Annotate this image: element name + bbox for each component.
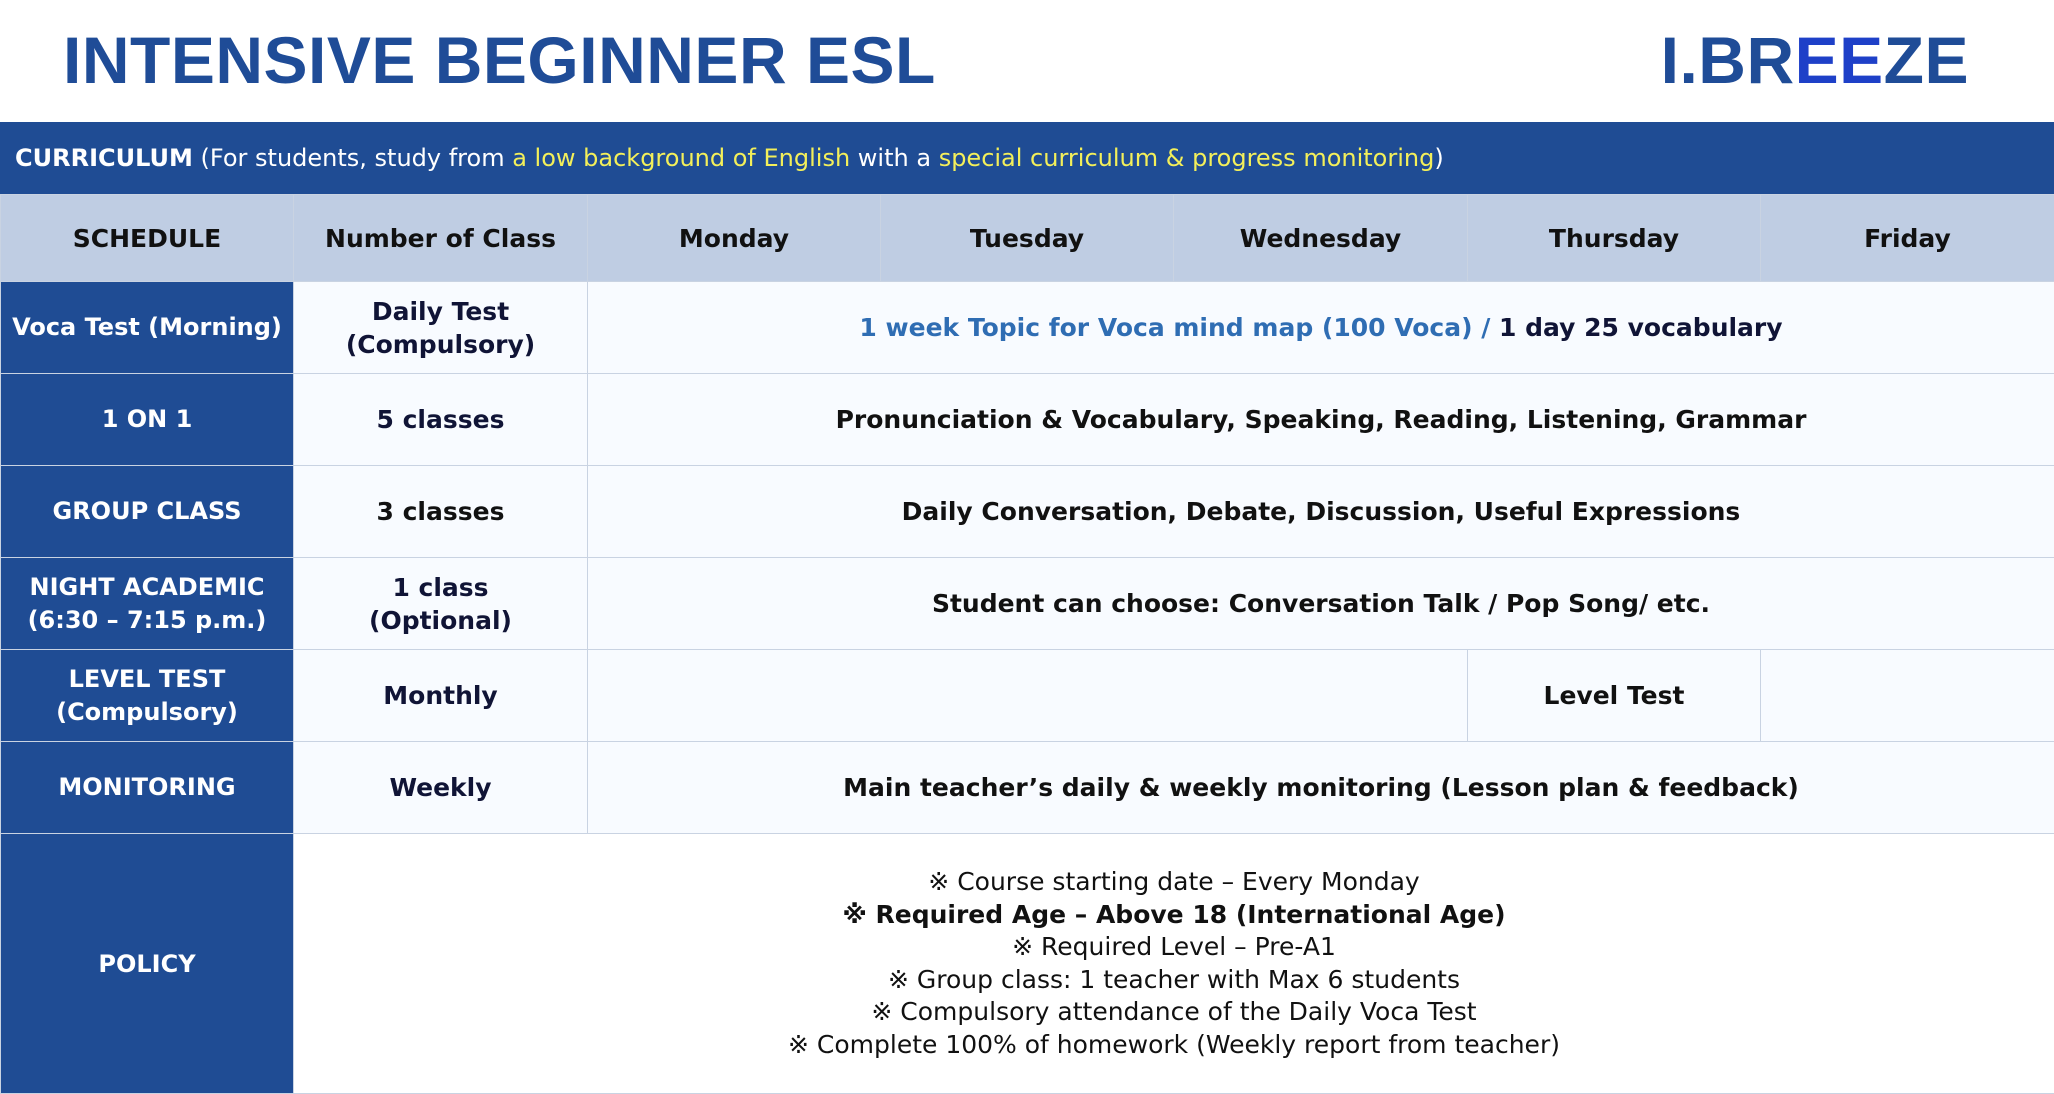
voca-test-frequency [294, 282, 588, 374]
group-class-classes: 3 classes [294, 466, 588, 558]
policy-item: ※ Compulsory attendance of the Daily Voca Test [300, 996, 2048, 1029]
policy-item: ※ Required Age – Above 18 (International Age) [300, 899, 2048, 932]
night-academic-content: Student can choose: Conversation Talk / Pop Song/ etc. [588, 558, 2054, 650]
curriculum-bar [0, 122, 2054, 194]
policy-item: ※ Complete 100% of homework (Weekly report from teacher) [300, 1029, 2048, 1062]
curriculum-text-1: (For students, study from [193, 144, 512, 172]
column-header-row [1, 195, 2054, 282]
row-label-night-academic [1, 558, 294, 650]
table-row-group-class [1, 466, 2054, 558]
brand-suffix: ZE [1884, 23, 1969, 97]
curriculum-highlight-2: special curriculum & progress monitoring [939, 144, 1435, 172]
night-label-line2: (6:30 – 7:15 p.m.) [28, 606, 267, 634]
night-number-line2: (Optional) [369, 606, 512, 635]
level-test-friday [1761, 650, 2054, 742]
page-title: INTENSIVE BEGINNER ESL [63, 22, 936, 98]
row-label-group-class: GROUP CLASS [1, 466, 294, 558]
voca-number-line1: Daily Test [372, 297, 509, 326]
policy-item: ※ Required Level – Pre-A1 [300, 931, 2048, 964]
voca-test-content [588, 282, 2054, 374]
curriculum-label: CURRICULUM [15, 144, 193, 172]
col-tuesday: Tuesday [881, 195, 1174, 282]
night-number-line1: 1 class [392, 573, 488, 602]
table-row-one-on-one [1, 374, 2054, 466]
curriculum-text-2: with a [850, 144, 939, 172]
col-thursday: Thursday [1468, 195, 1761, 282]
policy-item: ※ Group class: 1 teacher with Max 6 students [300, 964, 2048, 997]
table-row-voca-test [1, 282, 2054, 374]
voca-content-blue: 1 week Topic for Voca mind map (100 Voca) / [859, 313, 1499, 342]
policy-list [294, 834, 2054, 1094]
curriculum-highlight-1: a low background of English [512, 144, 850, 172]
one-on-one-content: Pronunciation & Vocabulary, Speaking, Reading, Listening, Grammar [588, 374, 2054, 466]
level-label-line1: LEVEL TEST [69, 665, 226, 693]
level-test-frequency: Monthly [294, 650, 588, 742]
night-academic-classes [294, 558, 588, 650]
brand-accent: EE [1795, 23, 1884, 97]
voca-number-line2: (Compulsory) [346, 330, 535, 359]
level-test-mon-wed [588, 650, 1468, 742]
curriculum-text-3: ) [1434, 144, 1443, 172]
night-label-line1: NIGHT ACADEMIC [29, 573, 264, 601]
policy-item: ※ Course starting date – Every Monday [300, 866, 2048, 899]
col-wednesday: Wednesday [1174, 195, 1468, 282]
col-schedule: SCHEDULE [1, 195, 294, 282]
table-row-level-test [1, 650, 2054, 742]
brand-prefix: I.BR [1661, 23, 1795, 97]
col-number-of-class: Number of Class [294, 195, 588, 282]
brand-logo [1661, 22, 1969, 98]
row-label-one-on-one: 1 ON 1 [1, 374, 294, 466]
table-row-night-academic [1, 558, 2054, 650]
group-class-content: Daily Conversation, Debate, Discussion, Useful Expressions [588, 466, 2054, 558]
monitoring-content: Main teacher’s daily & weekly monitoring (Lesson plan & feedback) [588, 742, 2054, 834]
col-monday: Monday [588, 195, 881, 282]
schedule-table [0, 194, 2054, 1094]
row-label-voca-test: Voca Test (Morning) [1, 282, 294, 374]
level-test-thursday: Level Test [1468, 650, 1761, 742]
voca-content-navy: 1 day 25 vocabulary [1499, 313, 1783, 342]
row-label-monitoring: MONITORING [1, 742, 294, 834]
row-label-level-test [1, 650, 294, 742]
monitoring-frequency: Weekly [294, 742, 588, 834]
level-label-line2: (Compulsory) [56, 698, 238, 726]
table-row-monitoring [1, 742, 2054, 834]
row-label-policy: POLICY [1, 834, 294, 1094]
table-row-policy [1, 834, 2054, 1094]
one-on-one-classes: 5 classes [294, 374, 588, 466]
col-friday: Friday [1761, 195, 2054, 282]
page-header [0, 0, 2054, 122]
